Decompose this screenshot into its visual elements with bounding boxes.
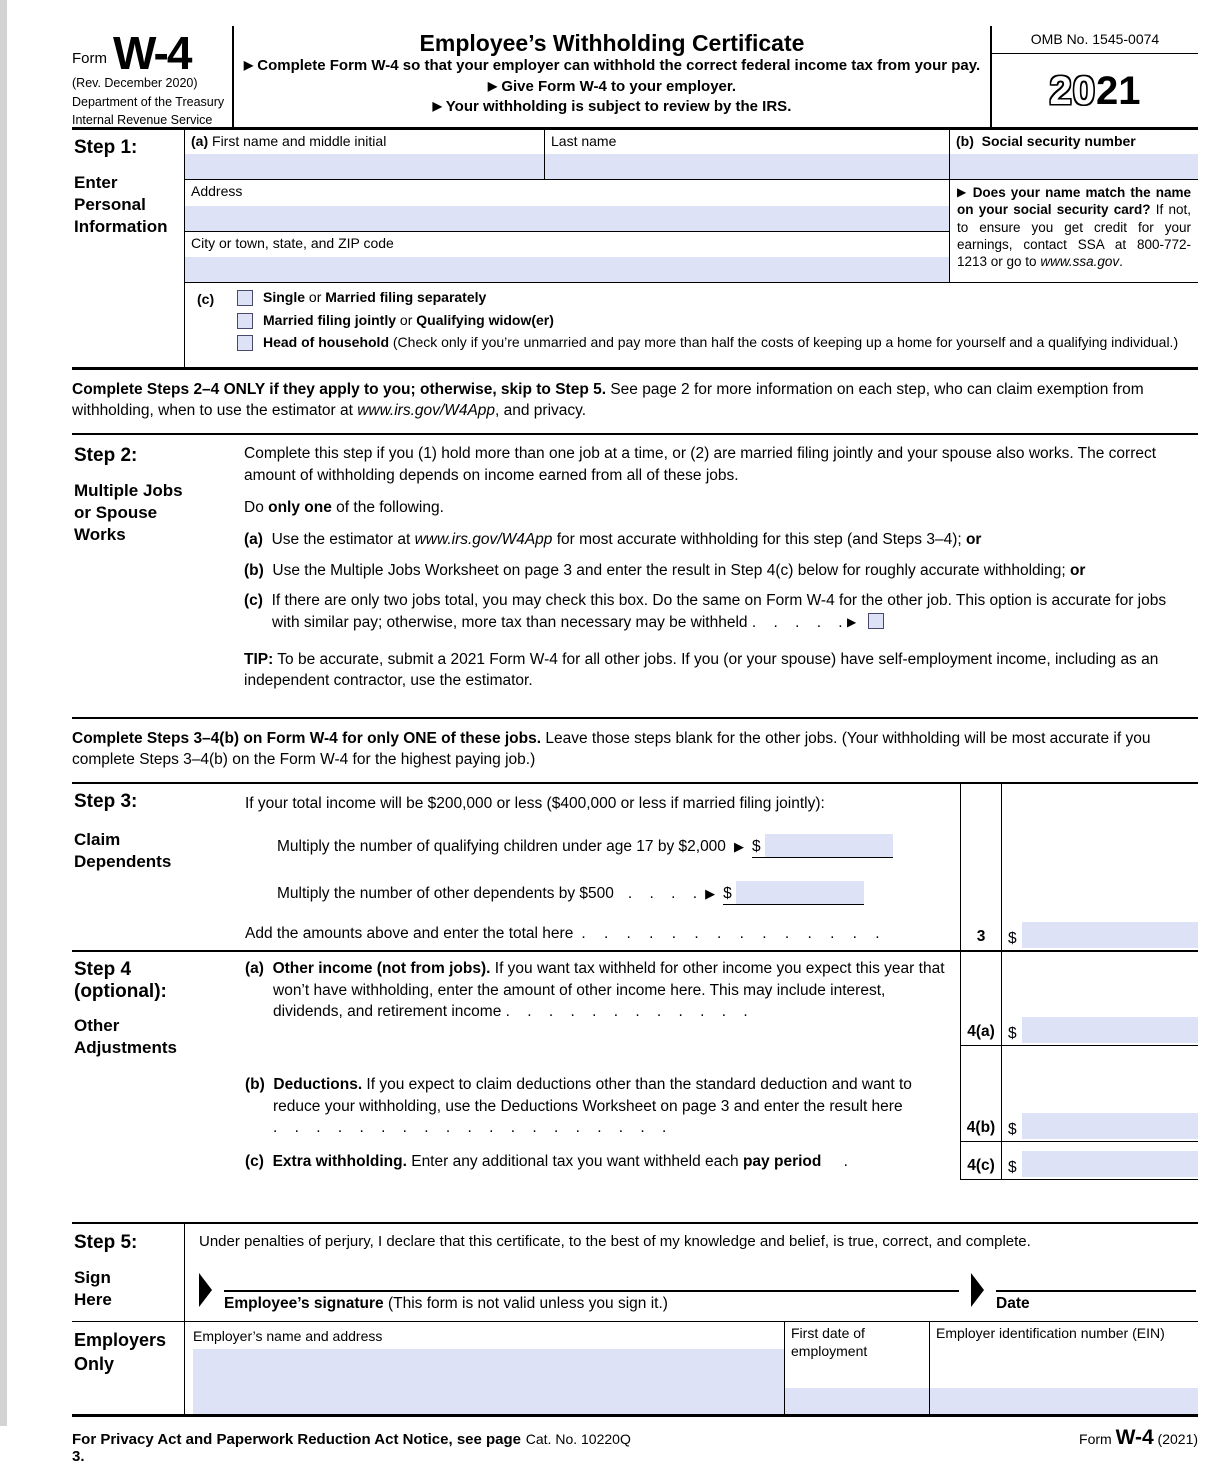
ssn-cell (950, 130, 1198, 179)
item-text: If you want tax withheld for other income you expect this year that won’t have withholding, enter the amount of other income here. This may include interest, dividends, and retirement income (273, 960, 945, 1021)
item-or: or (1069, 561, 1086, 579)
item-text: Use the estimator at (271, 531, 415, 549)
step5-sub2: Here (74, 1290, 112, 1310)
employer-name-address-input[interactable] (193, 1349, 784, 1415)
item-text: If you expect to claim deductions other than the standard deduction and want to reduce your withholding, use the Deductions Worksheet on page 3 and enter the result here (273, 1076, 912, 1115)
step4-label: Step 4 (74, 959, 132, 981)
city-label: City or town, state, and ZIP code (191, 235, 394, 251)
form-id-block (72, 26, 232, 127)
option-text: or (305, 289, 326, 305)
step1-fields (185, 130, 1198, 367)
form-word: Form (72, 50, 107, 68)
signature-label-rest: (This form is not valid unless you sign it.) (383, 1295, 668, 1313)
ssn-label: Social security number (981, 133, 1136, 149)
field-arrow-icon: ▶ (705, 886, 716, 901)
year-outline-digits: 20 (1049, 68, 1096, 113)
step1-sub1: Enter (74, 173, 118, 192)
dollar-sign: $ (1008, 930, 1017, 948)
ssn-input[interactable] (950, 154, 1198, 179)
step2-tip (244, 649, 1196, 692)
line4c-number: 4(c) (960, 1142, 1002, 1180)
employers-label1: Employers (74, 1330, 167, 1351)
step1-section (72, 130, 1198, 370)
line3-number: 3 (960, 916, 1002, 950)
ein-cell (930, 1322, 1198, 1414)
item-text: Use the Multiple Jobs Worksheet on page 3 and enter the result in Step 4(c) below for roughly accurate withholding; (272, 561, 1070, 579)
estimator-url: www.irs.gov/W4App (414, 531, 553, 549)
filing-status-group (185, 283, 1198, 367)
step3-sub1: Claim (74, 830, 121, 850)
item-bold: Other income (not from jobs). (272, 960, 491, 978)
form-revision: (Rev. December 2020) (72, 76, 198, 91)
item-text: for most accurate withholding for this step (and Steps 3–4); (552, 531, 966, 549)
ein-label: Employer identification number (EIN) (936, 1325, 1165, 1342)
item-tag: (a) (244, 531, 263, 549)
filing-option-married-jointly (237, 312, 1198, 330)
step1-label: Step 1: (74, 137, 138, 158)
date-arrow-icon (971, 1273, 984, 1307)
signature-arrow-icon (199, 1273, 212, 1307)
step4c-row (185, 1142, 960, 1180)
item-text: Enter any additional tax you want withheld each (406, 1152, 743, 1170)
qualifying-children-amount-input[interactable] (765, 834, 893, 857)
step4-section (72, 952, 1198, 1180)
item-bold: Deductions. (273, 1076, 363, 1094)
ssa-note-bold: Does your name match the name on your social security card? (957, 185, 1191, 218)
first-date-cell (785, 1322, 930, 1414)
item-tag: (c) (244, 592, 263, 610)
header-bullet-3: Your withholding is subject to review by the IRS. (445, 97, 792, 115)
line4a-number: 4(a) (960, 952, 1002, 1046)
extra-withholding-input[interactable] (1022, 1151, 1198, 1177)
bullet-arrow-icon: ▶ (243, 58, 254, 73)
step4a-row (185, 952, 960, 1046)
dot-leader: . . . . (627, 885, 698, 902)
b-tag: (b) (956, 133, 974, 149)
step5-section (72, 1222, 1198, 1322)
checkbox-arrow-icon: ▶ (846, 614, 857, 629)
step2-item-c (244, 590, 1196, 633)
first-name-cell (185, 130, 545, 179)
step2-section (72, 435, 1198, 718)
filing-option-single (237, 289, 1198, 307)
option-text: Married filing separately (325, 289, 487, 305)
omb-year-block (990, 26, 1198, 127)
item-tag: (b) (245, 1076, 265, 1094)
spacer (72, 1180, 1198, 1222)
step3-sub2: Dependents (74, 852, 172, 872)
two-jobs-checkbox[interactable] (868, 613, 884, 629)
employee-signature-line[interactable] (224, 1264, 959, 1292)
other-dependents-amount-input[interactable] (736, 881, 864, 904)
field-arrow-icon: ▶ (733, 839, 744, 854)
bullet-arrow-icon: ▶ (487, 78, 498, 93)
signature-block (224, 1264, 959, 1313)
married-filing-jointly-checkbox[interactable] (237, 313, 253, 329)
perjury-statement: Under penalties of perjury, I declare that this certificate, to the best of my knowledge and belief, is true, correct, and complete. (199, 1233, 1031, 1251)
step2-label: Step 2: (74, 445, 138, 467)
catalog-number: Cat. No. 10220Q (525, 1431, 631, 1448)
note-text: Leave those steps blank for the other jobs. (Your withholding will be most accurate if you complete Steps 3–4(b) on the Form W-4 for the highest paying job.) (72, 729, 1151, 768)
option-text: Qualifying widow(er) (416, 311, 554, 328)
steps-2-4-note (72, 370, 1198, 436)
row-text: Multiply the number of qualifying children under age 17 by $2,000 (277, 838, 726, 855)
footer-form-year: (2021) (1157, 1431, 1199, 1448)
qualifying-children-row (185, 822, 960, 870)
first-date-label: First date of employment (791, 1325, 868, 1359)
filing-option-head-of-household (237, 334, 1198, 352)
dot-leader: . (843, 1152, 848, 1170)
employers-only-section (72, 1322, 1198, 1417)
step2-item-b (244, 560, 1196, 581)
a-tag: (a) (191, 133, 209, 149)
dollar-sign: $ (723, 885, 732, 902)
address-input[interactable] (185, 206, 949, 231)
last-name-label: Last name (551, 133, 617, 149)
city-cell (185, 232, 949, 282)
line4b-number: 4(b) (960, 1046, 1002, 1142)
employers-label2: Only (74, 1353, 115, 1374)
other-income-input[interactable] (1022, 1017, 1198, 1043)
form-footer (72, 1417, 1198, 1465)
dept-line1: Department of the Treasury (72, 94, 225, 109)
step1-label-col (72, 130, 185, 367)
address-cell (185, 180, 949, 232)
step4-label2: (optional): (74, 981, 167, 1003)
employer-name-label: Employer’s name and address (193, 1328, 383, 1345)
header-bullet-2: Give Form W-4 to your employer. (501, 77, 737, 95)
step5-label: Step 5: (74, 1232, 138, 1254)
dot-leader: . . . . . . . . . . . . . . (581, 924, 880, 942)
step4-sub1: Other (74, 1016, 120, 1036)
form-title: Employee’s Withholding Certificate (419, 30, 805, 56)
employer-name-cell (185, 1322, 785, 1414)
step5-content (185, 1224, 1198, 1321)
city-input[interactable] (185, 257, 949, 282)
year-bold-digits: 21 (1096, 68, 1141, 113)
note-arrow-icon: ▶ (957, 185, 968, 199)
dependents-total-input[interactable] (1022, 922, 1198, 948)
do-post: of the following. (331, 499, 444, 516)
option-text: Head of household (263, 334, 389, 350)
last-name-input[interactable] (545, 154, 949, 179)
note-bold: Complete Steps 2–4 ONLY if they apply to you; otherwise, skip to Step 5. (72, 380, 607, 398)
step1-sub3: Information (74, 217, 168, 237)
note-text-2: , and privacy. (495, 401, 587, 419)
row-text: Multiply the number of other dependents by $500 (277, 885, 614, 902)
dot-leader: . . . . . . . . . . . . (505, 1003, 748, 1021)
step2-sub2: or Spouse (74, 503, 158, 523)
deductions-input[interactable] (1022, 1113, 1198, 1139)
dept-line2: Internal Revenue Service (72, 113, 213, 128)
item-bold: Extra withholding. (272, 1152, 407, 1170)
option-text: (Check only if you’re unmarried and pay more than half the costs of keeping up a home for yourself and a qualifying individual.) (392, 334, 1179, 350)
signature-label-bold: Employee’s signature (224, 1295, 384, 1313)
step2-sub3: Works (74, 525, 126, 545)
item-text: If there are only two jobs total, you may check this box. Do the same on Form W-4 for the other job. This option is accurate for jobs with similar pay; otherwise, more tax than necessary may be withheld (271, 592, 1167, 631)
step5-sub1: Sign (74, 1268, 111, 1288)
step4b-row (185, 1046, 960, 1142)
address-city-col (185, 180, 950, 282)
dollar-sign: $ (1008, 1159, 1017, 1177)
step2-intro: Complete this step if you (1) hold more than one job at a time, or (2) are married filing jointly and your spouse also works. The correct amount of withholding depends on income earned from all of these jobs. (244, 445, 1157, 484)
step3-label: Step 3: (74, 791, 138, 813)
steps-3-4b-note (72, 719, 1198, 785)
other-dependents-row (185, 870, 960, 916)
form-sheet (72, 26, 1198, 1465)
note-text: See page 2 for more information on each step, who can claim exemption from withholding, when to use the estimator at (72, 380, 1144, 419)
step3-section (72, 784, 1198, 952)
do-bold: only one (268, 499, 332, 516)
item-bold-2: pay period (742, 1152, 822, 1170)
last-name-cell (545, 130, 950, 179)
note-bold: Complete Steps 3–4(b) on Form W-4 for only ONE of these jobs. (72, 729, 542, 747)
head-of-household-checkbox[interactable] (237, 335, 253, 351)
step3-intro: If your total income will be $200,000 or less ($400,000 or less if married filing jointly): (245, 794, 825, 812)
step1-sub2: Personal (74, 195, 146, 215)
do-pre: Do (244, 499, 269, 516)
tax-year (992, 54, 1198, 127)
ssa-note-url: www.ssa.gov (1040, 254, 1120, 270)
single-or-married-separately-checkbox[interactable] (237, 290, 253, 306)
ssa-note-end: . (1119, 254, 1123, 270)
form-title-block (232, 26, 990, 127)
form-header (72, 26, 1198, 130)
header-bullet-1: Complete Form W-4 so that your employer can withhold the correct federal income tax from your pay. (257, 57, 981, 75)
step2-content (244, 443, 1198, 702)
step2-sub1: Multiple Jobs (74, 481, 183, 501)
step2-label-col (72, 443, 244, 702)
c-tag: (c) (197, 291, 215, 307)
bullet-arrow-icon: ▶ (432, 98, 442, 113)
first-name-label: First name and middle initial (212, 133, 387, 149)
item-tag: (b) (244, 561, 264, 579)
address-label: Address (191, 183, 243, 199)
option-text: Married filing jointly (263, 311, 397, 328)
form-number: W-4 (113, 27, 191, 79)
dollar-sign: $ (751, 838, 761, 855)
dependents-total-row (185, 916, 960, 950)
date-line[interactable] (996, 1264, 1196, 1292)
item-or: or (965, 531, 982, 549)
date-block (996, 1264, 1196, 1313)
dot-leader: . . . . . . . . . . . . . . . . . . . (273, 1119, 667, 1136)
ssa-name-note (950, 180, 1198, 282)
tip-label: TIP: (244, 650, 274, 668)
footer-form-number: W-4 (1115, 1426, 1154, 1450)
option-text: Single (263, 289, 306, 305)
omb-number: OMB No. 1545-0074 (992, 26, 1198, 54)
step2-item-a (244, 529, 1196, 550)
step4-sub2: Adjustments (74, 1038, 177, 1058)
footer-form-word: Form (1079, 1431, 1112, 1448)
form-footer-id (862, 1426, 1198, 1450)
ssa-note-rest: If not, to ensure you get credit for your earnings, contact SSA at 800-772-1213 or go to (957, 202, 1191, 270)
item-tag: (c) (245, 1152, 264, 1170)
tip-text: To be accurate, submit a 2021 Form W-4 for all other jobs. If you (or your spouse) have self-employment income, including as an independent contractor, use the estimator. (244, 650, 1159, 690)
item-tag: (a) (245, 960, 264, 978)
page-edge-shadow (0, 0, 7, 1426)
privacy-notice: For Privacy Act and Paperwork Reduction Act Notice, see page 3. (72, 1431, 522, 1465)
dollar-sign: $ (1008, 1025, 1017, 1043)
date-label: Date (996, 1295, 1030, 1313)
ein-input[interactable] (930, 1388, 1198, 1414)
dot-leader: . . . . . (751, 613, 843, 631)
row-text: Add the amounts above and enter the total here (245, 924, 574, 942)
dollar-sign: $ (1008, 1121, 1017, 1139)
first-name-input[interactable] (185, 154, 544, 179)
option-text: or (396, 311, 417, 328)
estimator-url: www.irs.gov/W4App (357, 401, 496, 419)
first-date-input[interactable] (785, 1388, 929, 1414)
